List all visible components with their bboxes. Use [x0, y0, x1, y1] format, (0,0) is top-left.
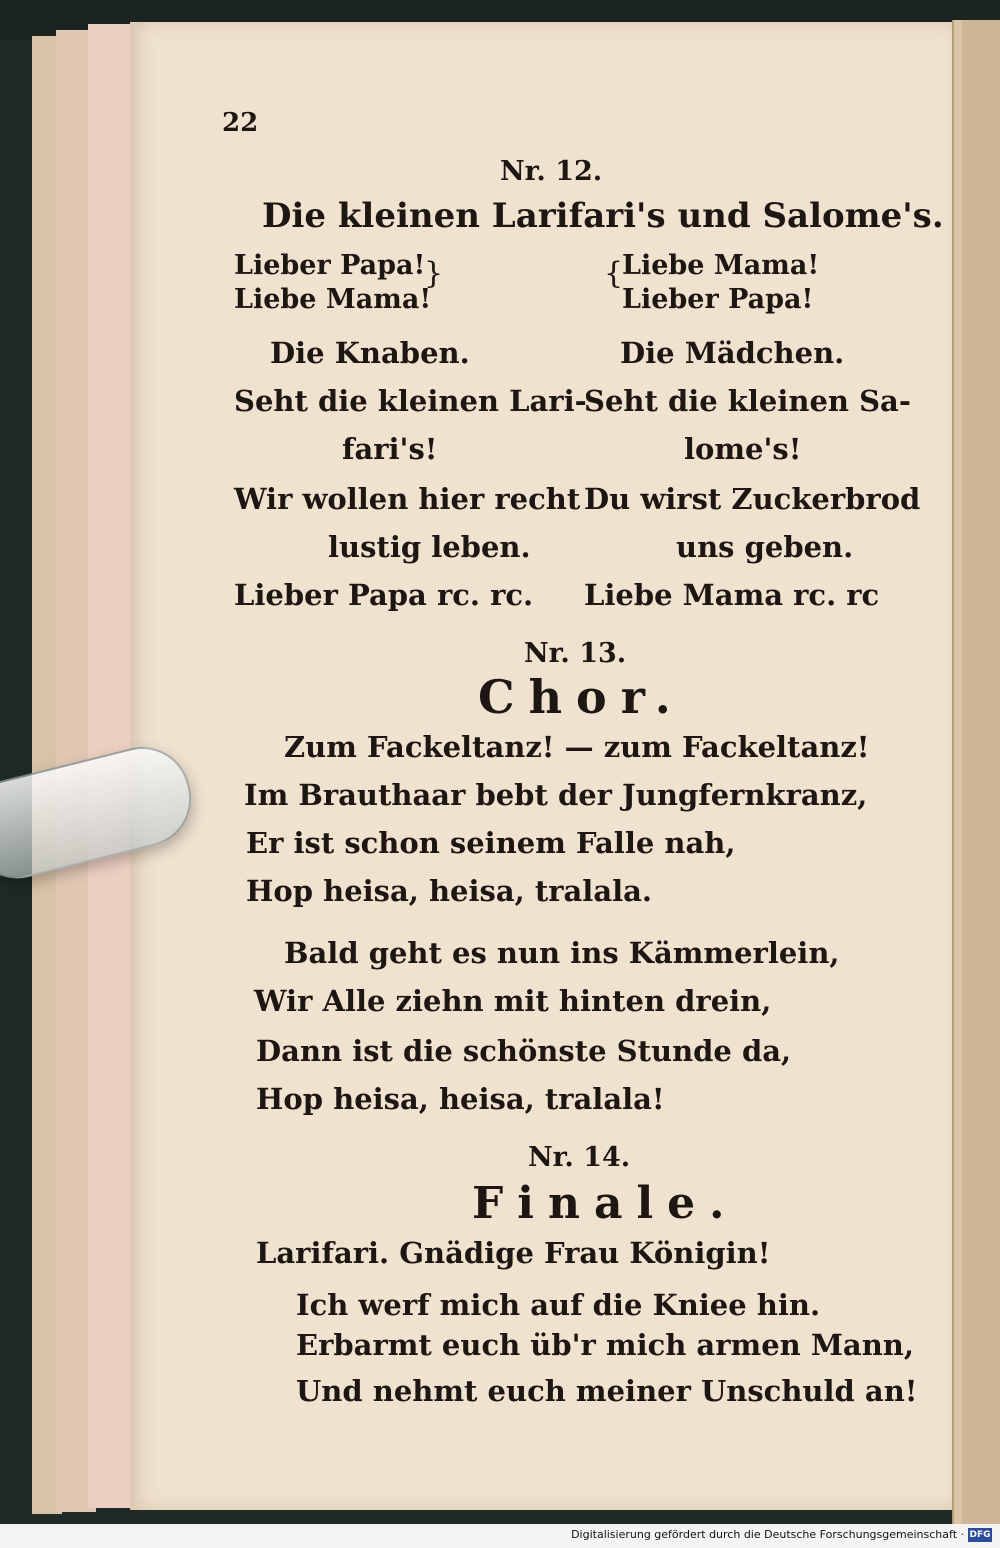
- facing-page-edge: [962, 20, 1000, 1524]
- verse-line: Ich werf mich auf die Kniee hin.: [296, 1288, 821, 1322]
- verse-line: Er ist schon seinem Falle nah,: [246, 826, 736, 860]
- book-page: [130, 22, 952, 1510]
- verse-line: Hop heisa, heisa, tralala!: [256, 1082, 665, 1116]
- verse-line: Du wirst Zuckerbrod: [584, 482, 921, 516]
- page-number: 22: [222, 108, 259, 138]
- verse-line: Liebe Mama!: [234, 284, 432, 315]
- section-number: Nr. 12.: [500, 156, 603, 187]
- section-number: Nr. 13.: [524, 638, 627, 669]
- dfg-logo: DFG: [969, 1530, 991, 1540]
- verse-line: lustig leben.: [328, 530, 531, 564]
- verse-line: Liebe Mama rc. rc: [584, 578, 880, 612]
- verse-line: Erbarmt euch üb'r mich armen Mann,: [296, 1328, 914, 1362]
- funding-credit: Digitalisierung gefördert durch die Deutsche Forschungsgemeinschaft ·: [571, 1528, 964, 1541]
- verse-line: lome's!: [684, 432, 802, 466]
- verse-line: Seht die kleinen Lari-: [234, 384, 587, 418]
- verse-line: Dann ist die schönste Stunde da,: [256, 1034, 792, 1068]
- verse-line: Bald geht es nun ins Kämmerlein,: [284, 936, 840, 970]
- column-heading: Die Knaben.: [270, 336, 470, 370]
- section-number: Nr. 14.: [528, 1142, 631, 1173]
- verse-line: Im Brauthaar bebt der Jungfernkranz,: [244, 778, 868, 812]
- verse-line: Hop heisa, heisa, tralala.: [246, 874, 653, 908]
- speaker-line: Larifari. Gnädige Frau Königin!: [256, 1236, 771, 1270]
- verse-line: Wir wollen hier recht: [234, 482, 581, 516]
- footer-bar: [0, 1524, 1000, 1548]
- brace-left: {: [604, 256, 624, 291]
- verse-line: Wir Alle ziehn mit hinten drein,: [254, 984, 772, 1018]
- section-title: Chor.: [478, 670, 685, 724]
- verse-line: Liebe Mama!: [622, 250, 820, 281]
- section-title: Die kleinen Larifari's und Salome's.: [262, 196, 944, 236]
- column-heading: Die Mädchen.: [620, 336, 845, 370]
- verse-line: Und nehmt euch meiner Unschuld an!: [296, 1374, 918, 1408]
- brace-right: }: [424, 256, 444, 291]
- verse-line: Seht die kleinen Sa-: [584, 384, 911, 418]
- verse-line: Zum Fackeltanz! — zum Fackeltanz!: [284, 730, 870, 764]
- section-title: Finale.: [472, 1178, 739, 1229]
- verse-line: Lieber Papa!: [622, 284, 814, 315]
- verse-line: fari's!: [342, 432, 438, 466]
- verse-line: uns geben.: [676, 530, 854, 564]
- verse-line: Lieber Papa!: [234, 250, 426, 281]
- verse-line: Lieber Papa rc. rc.: [234, 578, 534, 612]
